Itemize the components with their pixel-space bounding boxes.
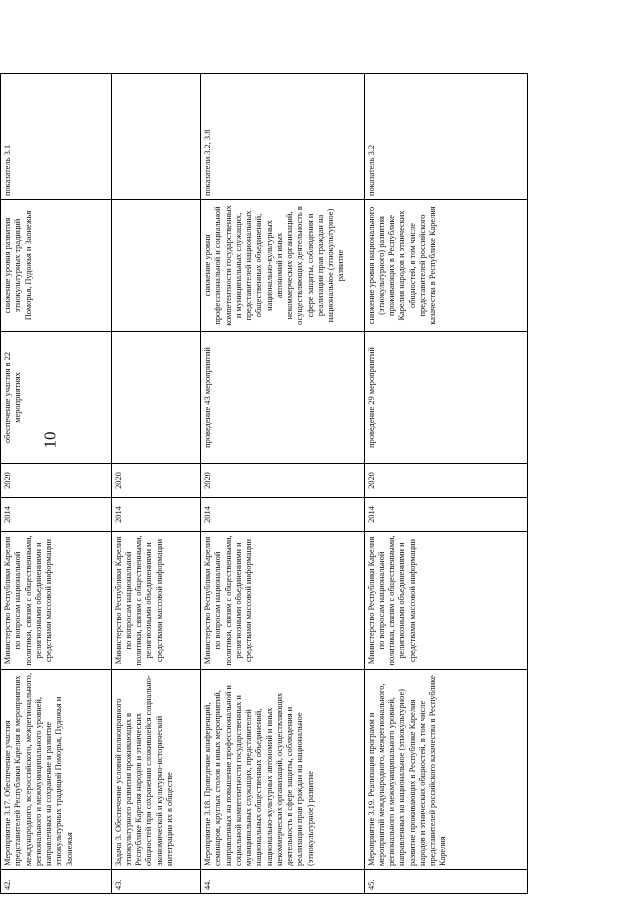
indicator-cell	[111, 74, 201, 200]
executor-cell: Министерство Республики Карелия по вопросам национальной политики, связям с общественными, религиозными объединениями и средствами массовой информации	[111, 532, 201, 670]
row-number: 43.	[111, 870, 201, 894]
end-year-cell: 2020	[201, 464, 364, 498]
end-year-cell: 2020	[364, 464, 527, 498]
result-cell: проведение 43 мероприятий	[201, 332, 364, 464]
row-number: 45.	[364, 870, 527, 894]
activity-cell: Мероприятие 3.18. Проведение конференций, семинаров, круглых столов и иных мероприятий, направленных на повышение профессиональной и социальной компетентности государственных и муниципальных служащих, представителей национальных общественных объединений, национально-культурных автономий и иных некоммерческих организаций, осуществляющих деятельность в сфере защиты, соблюдения и реализации прав граждан на национальное (этнокультурное) развитие	[201, 670, 364, 870]
indicator-cell: показатели 3.2, 3.8	[201, 74, 364, 200]
consequence-cell: снижение уровня развития этнокультурных традиций Поморья, Пудожья и Заонежья	[1, 200, 112, 332]
table-row	[111, 74, 201, 894]
activity-cell: Мероприятие 3.19. Реализация программ и мероприятий международного, межрегионального, регионального и межмуниципального уровней, направленных на национальное (этнокультурное) развитие проживающих в Республике Карелия народов и этнических общностей, в том числе представителей российского казачества в Республике Карелия	[364, 670, 527, 870]
row-number: 44.	[201, 870, 364, 894]
program-activities-table	[0, 73, 528, 894]
consequence-cell: снижение уровня национального (этнокультурного) развития проживающих в Республике Карелия народов и этнических общностей, в том числе представителей российского казачества в Республике Карелия	[364, 200, 527, 332]
start-year-cell: 2014	[1, 498, 112, 532]
table-row	[364, 74, 527, 894]
row-number: 42.	[1, 870, 112, 894]
result-cell	[111, 332, 201, 464]
indicator-cell: показатель 3.2	[364, 74, 527, 200]
executor-cell: Министерство Республики Карелия по вопросам национальной политики, связям с общественными, религиозными объединениями и средствами массовой информации	[201, 532, 364, 670]
activity-cell: Задача 3. Обеспечение условий полноправного этнокультурного развития проживающих в Республике Карелия народов и этнических общностей при сохранении сложившейся социально-экономической и культурно-исторической интеграции их в обществе	[111, 670, 201, 870]
table-row	[1, 74, 112, 894]
table-row	[201, 74, 364, 894]
start-year-cell: 2014	[364, 498, 527, 532]
start-year-cell: 2014	[201, 498, 364, 532]
indicator-cell: показатель 3.1	[1, 74, 112, 200]
end-year-cell: 2020	[1, 464, 112, 498]
result-cell: обеспечение участия в 22 мероприятиях	[1, 332, 112, 464]
result-cell: проведение 29 мероприятий	[364, 332, 527, 464]
executor-cell: Министерство Республики Карелия по вопросам национальной политики, связям с общественными, религиозными объединениями и средствами массовой информации	[1, 532, 112, 670]
executor-cell: Министерство Республики Карелия по вопросам национальной политики, связям с общественными, религиозными объединениями и средствами массовой информации	[364, 532, 527, 670]
activity-cell: Мероприятие 3.17. Обеспечение участия представителей Республики Карелия в мероприятиях международного, всероссийского, межрегионального, регионального и межмуниципального уровней, направленных на сохранение и развитие этнокультурных традиций Поморья, Пудожья и Заонежья	[1, 670, 112, 870]
start-year-cell: 2014	[111, 498, 201, 532]
consequence-cell	[111, 200, 201, 332]
page-number: 10	[40, 431, 60, 449]
consequence-cell: снижение уровня профессиональной и социальной компетентности государственных и муниципальных служащих, представителей национальных общественных объединений, национально-культурных автономий и иных некоммерческих организаций, осуществляющих деятельность в сфере защиты, соблюдения и реализации прав граждан на национальное (этнокультурное) развитие	[201, 200, 364, 332]
rotated-table-wrapper	[0, 74, 528, 894]
end-year-cell: 2020	[111, 464, 201, 498]
